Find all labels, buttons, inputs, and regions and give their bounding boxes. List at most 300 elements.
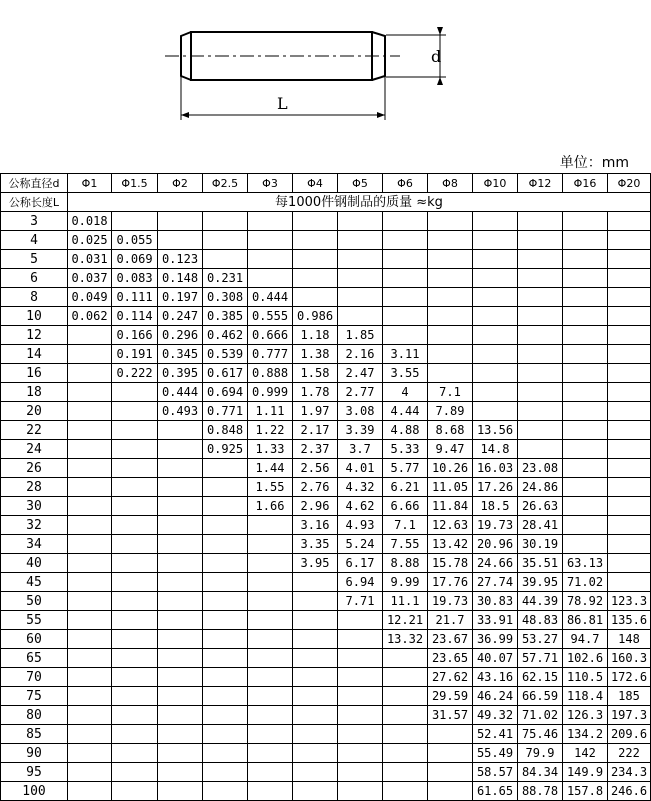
mass-cell [203, 782, 248, 801]
mass-cell [68, 535, 112, 554]
mass-cell: 86.81 [563, 611, 608, 630]
mass-cell: 2.77 [338, 383, 383, 402]
mass-cell: 1.55 [248, 478, 293, 497]
mass-cell [338, 687, 383, 706]
mass-cell: 9.99 [383, 573, 428, 592]
mass-cell [158, 440, 203, 459]
mass-cell [338, 782, 383, 801]
mass-cell: 39.95 [518, 573, 563, 592]
mass-cell [473, 212, 518, 231]
mass-cell [383, 744, 428, 763]
mass-cell: 157.8 [563, 782, 608, 801]
mass-cell: 29.59 [428, 687, 473, 706]
mass-cell [608, 383, 651, 402]
mass-cell: 0.694 [203, 383, 248, 402]
mass-cell [112, 516, 158, 535]
mass-cell: 33.91 [473, 611, 518, 630]
mass-cell: 2.76 [293, 478, 338, 497]
mass-cell: 2.16 [338, 345, 383, 364]
corner-length-label: 公称长度L [1, 193, 68, 212]
mass-cell [338, 649, 383, 668]
dimension-label-d: d [431, 47, 442, 66]
mass-cell [112, 383, 158, 402]
length-cell: 34 [1, 535, 68, 554]
mass-cell [383, 288, 428, 307]
mass-cell [158, 706, 203, 725]
mass-cell: 0.539 [203, 345, 248, 364]
mass-cell: 0.025 [68, 231, 112, 250]
mass-cell [293, 649, 338, 668]
mass-cell [563, 364, 608, 383]
mass-cell [248, 212, 293, 231]
mass-cell [338, 250, 383, 269]
mass-cell: 9.47 [428, 440, 473, 459]
mass-cell [428, 345, 473, 364]
mass-cell [608, 269, 651, 288]
mass-cell [248, 744, 293, 763]
mass-cell [112, 402, 158, 421]
mass-cell: 135.6 [608, 611, 651, 630]
mass-cell: 0.114 [112, 307, 158, 326]
mass-cell: 1.66 [248, 497, 293, 516]
table-row [1, 573, 651, 592]
mass-cell: 6.94 [338, 573, 383, 592]
mass-cell [608, 573, 651, 592]
mass-cell: 0.444 [158, 383, 203, 402]
mass-cell: 0.777 [248, 345, 293, 364]
mass-cell [563, 459, 608, 478]
mass-cell: 0.925 [203, 440, 248, 459]
mass-cell: 3.16 [293, 516, 338, 535]
mass-cell: 1.58 [293, 364, 338, 383]
mass-cell: 66.59 [518, 687, 563, 706]
length-cell: 32 [1, 516, 68, 535]
table-row [1, 687, 651, 706]
mass-cell [203, 668, 248, 687]
mass-cell [158, 231, 203, 250]
mass-cell [68, 326, 112, 345]
mass-cell [158, 592, 203, 611]
mass-cell [203, 687, 248, 706]
mass-cell: 0.197 [158, 288, 203, 307]
mass-cell [473, 269, 518, 288]
mass-cell: 11.05 [428, 478, 473, 497]
mass-cell: 57.71 [518, 649, 563, 668]
mass-cell [203, 459, 248, 478]
mass-cell [383, 250, 428, 269]
header-row [1, 174, 651, 193]
mass-cell [112, 421, 158, 440]
mass-cell [68, 383, 112, 402]
table-row [1, 250, 651, 269]
mass-cell: 4.44 [383, 402, 428, 421]
mass-cell: 0.617 [203, 364, 248, 383]
mass-cell [428, 212, 473, 231]
length-cell: 85 [1, 725, 68, 744]
mass-cell [338, 630, 383, 649]
mass-cell [68, 744, 112, 763]
diameter-header: Φ4 [293, 174, 338, 193]
mass-cell [383, 668, 428, 687]
mass-cell: 13.56 [473, 421, 518, 440]
mass-cell: 48.83 [518, 611, 563, 630]
mass-cell [563, 535, 608, 554]
mass-cell: 0.666 [248, 326, 293, 345]
mass-cell [203, 231, 248, 250]
mass-cell: 0.222 [112, 364, 158, 383]
mass-cell [158, 478, 203, 497]
mass-cell [518, 250, 563, 269]
diameter-header: Φ8 [428, 174, 473, 193]
subheader-row [1, 193, 651, 212]
mass-cell [383, 212, 428, 231]
diameter-header: Φ20 [608, 174, 651, 193]
table-row [1, 554, 651, 573]
mass-cell [338, 744, 383, 763]
mass-cell [68, 516, 112, 535]
mass-cell: 27.62 [428, 668, 473, 687]
mass-cell [608, 402, 651, 421]
mass-cell [68, 725, 112, 744]
mass-cell: 4.62 [338, 497, 383, 516]
mass-cell [248, 763, 293, 782]
mass-cell [473, 288, 518, 307]
mass-cell [293, 763, 338, 782]
mass-cell [338, 611, 383, 630]
mass-cell [563, 250, 608, 269]
mass-cell [112, 497, 158, 516]
mass-cell: 44.39 [518, 592, 563, 611]
mass-cell: 1.11 [248, 402, 293, 421]
mass-cell [68, 763, 112, 782]
mass-cell: 0.191 [112, 345, 158, 364]
mass-cell: 0.247 [158, 307, 203, 326]
mass-cell [518, 326, 563, 345]
length-cell: 20 [1, 402, 68, 421]
mass-cell [112, 668, 158, 687]
mass-cell [608, 231, 651, 250]
mass-cell [383, 231, 428, 250]
mass-cell [338, 307, 383, 326]
mass-cell [112, 744, 158, 763]
mass-cell: 94.7 [563, 630, 608, 649]
length-cell: 16 [1, 364, 68, 383]
mass-cell [293, 668, 338, 687]
mass-cell: 1.44 [248, 459, 293, 478]
corner-diameter-label: 公称直径d [1, 174, 68, 193]
mass-cell: 7.1 [383, 516, 428, 535]
mass-cell [293, 212, 338, 231]
mass-cell: 126.3 [563, 706, 608, 725]
mass-cell: 12.21 [383, 611, 428, 630]
mass-cell [112, 782, 158, 801]
length-cell: 12 [1, 326, 68, 345]
mass-cell [338, 668, 383, 687]
mass-cell: 10.26 [428, 459, 473, 478]
mass-cell: 55.49 [473, 744, 518, 763]
mass-cell: 0.462 [203, 326, 248, 345]
mass-cell [112, 687, 158, 706]
mass-cell: 30.83 [473, 592, 518, 611]
mass-cell: 0.069 [112, 250, 158, 269]
mass-cell [203, 573, 248, 592]
mass-cell [383, 307, 428, 326]
table-row [1, 611, 651, 630]
mass-cell: 28.41 [518, 516, 563, 535]
mass-cell: 0.231 [203, 269, 248, 288]
mass-cell [563, 440, 608, 459]
mass-cell [248, 687, 293, 706]
mass-cell [68, 630, 112, 649]
mass-cell: 7.1 [428, 383, 473, 402]
mass-cell [248, 649, 293, 668]
mass-cell [428, 763, 473, 782]
length-cell: 50 [1, 592, 68, 611]
mass-cell [248, 231, 293, 250]
length-cell: 75 [1, 687, 68, 706]
length-cell: 60 [1, 630, 68, 649]
mass-cell [248, 516, 293, 535]
mass-cell [608, 554, 651, 573]
diameter-header: Φ2.5 [203, 174, 248, 193]
mass-cell [293, 288, 338, 307]
length-cell: 3 [1, 212, 68, 231]
mass-cell [68, 649, 112, 668]
mass-cell: 5.24 [338, 535, 383, 554]
mass-cell [428, 364, 473, 383]
mass-cell [608, 440, 651, 459]
mass-cell [68, 345, 112, 364]
mass-cell [338, 269, 383, 288]
table-row [1, 269, 651, 288]
mass-cell [203, 535, 248, 554]
mass-cell [248, 554, 293, 573]
mass-cell: 6.66 [383, 497, 428, 516]
mass-cell [68, 687, 112, 706]
mass-cell: 17.26 [473, 478, 518, 497]
mass-cell [608, 497, 651, 516]
mass-cell [383, 763, 428, 782]
mass-cell [293, 706, 338, 725]
mass-cell: 1.38 [293, 345, 338, 364]
mass-cell: 4.93 [338, 516, 383, 535]
mass-cell: 16.03 [473, 459, 518, 478]
mass-cell: 0.062 [68, 307, 112, 326]
mass-cell: 2.17 [293, 421, 338, 440]
diameter-header: Φ10 [473, 174, 518, 193]
mass-cell: 185 [608, 687, 651, 706]
mass-cell [563, 497, 608, 516]
mass-cell: 149.9 [563, 763, 608, 782]
table-row [1, 649, 651, 668]
mass-cell: 234.3 [608, 763, 651, 782]
mass-cell [428, 782, 473, 801]
mass-cell: 6.17 [338, 554, 383, 573]
mass-cell: 197.3 [608, 706, 651, 725]
table-row [1, 307, 651, 326]
length-cell: 80 [1, 706, 68, 725]
length-cell: 30 [1, 497, 68, 516]
table-row [1, 288, 651, 307]
mass-cell [338, 725, 383, 744]
mass-cell [158, 687, 203, 706]
mass-cell [68, 402, 112, 421]
length-cell: 10 [1, 307, 68, 326]
diameter-header: Φ2 [158, 174, 203, 193]
table-row [1, 212, 651, 231]
mass-cell [68, 364, 112, 383]
mass-cell: 3.39 [338, 421, 383, 440]
mass-cell [428, 326, 473, 345]
mass-cell [158, 763, 203, 782]
length-cell: 22 [1, 421, 68, 440]
mass-cell [68, 459, 112, 478]
mass-cell: 78.92 [563, 592, 608, 611]
mass-cell [203, 497, 248, 516]
mass-cell: 7.55 [383, 535, 428, 554]
mass-cell: 49.32 [473, 706, 518, 725]
mass-cell [608, 288, 651, 307]
mass-cell: 3.35 [293, 535, 338, 554]
mass-cell [383, 725, 428, 744]
mass-cell [518, 269, 563, 288]
mass-cell [608, 250, 651, 269]
mass-cell [68, 421, 112, 440]
mass-cell [248, 706, 293, 725]
table-row [1, 782, 651, 801]
mass-cell [608, 535, 651, 554]
diameter-header: Φ12 [518, 174, 563, 193]
mass-cell [158, 725, 203, 744]
mass-cell [203, 212, 248, 231]
mass-cell [112, 763, 158, 782]
mass-cell: 0.848 [203, 421, 248, 440]
mass-cell [338, 212, 383, 231]
mass-cell [68, 592, 112, 611]
length-cell: 24 [1, 440, 68, 459]
mass-cell [112, 611, 158, 630]
mass-cell [383, 706, 428, 725]
mass-cell [473, 326, 518, 345]
mass-cell [428, 250, 473, 269]
mass-cell [473, 383, 518, 402]
mass-cell: 71.02 [563, 573, 608, 592]
mass-cell: 0.999 [248, 383, 293, 402]
length-cell: 8 [1, 288, 68, 307]
mass-cell: 53.27 [518, 630, 563, 649]
mass-cell [518, 364, 563, 383]
table-row [1, 345, 651, 364]
mass-cell [158, 516, 203, 535]
mass-cell: 0.296 [158, 326, 203, 345]
mass-cell [563, 231, 608, 250]
mass-cell [383, 782, 428, 801]
mass-cell [68, 706, 112, 725]
mass-cell: 148 [608, 630, 651, 649]
mass-cell [112, 649, 158, 668]
mass-cell: 21.7 [428, 611, 473, 630]
mass-cell [68, 668, 112, 687]
mass-cell: 61.65 [473, 782, 518, 801]
mass-cell: 36.99 [473, 630, 518, 649]
mass-cell [158, 421, 203, 440]
mass-cell [293, 231, 338, 250]
table-row [1, 668, 651, 687]
mass-cell: 209.6 [608, 725, 651, 744]
mass-cell: 0.037 [68, 269, 112, 288]
mass-table [0, 173, 651, 801]
mass-cell [338, 763, 383, 782]
mass-cell [112, 535, 158, 554]
mass-cell: 110.5 [563, 668, 608, 687]
diameter-header: Φ5 [338, 174, 383, 193]
mass-cell [158, 630, 203, 649]
mass-cell [158, 782, 203, 801]
mass-cell: 2.37 [293, 440, 338, 459]
length-cell: 40 [1, 554, 68, 573]
length-cell: 70 [1, 668, 68, 687]
mass-cell [608, 459, 651, 478]
mass-cell [563, 383, 608, 402]
mass-cell: 40.07 [473, 649, 518, 668]
table-row [1, 763, 651, 782]
mass-cell [293, 250, 338, 269]
mass-cell [293, 725, 338, 744]
mass-cell: 18.5 [473, 497, 518, 516]
mass-cell [518, 288, 563, 307]
length-cell: 4 [1, 231, 68, 250]
diameter-header: Φ6 [383, 174, 428, 193]
mass-cell: 246.6 [608, 782, 651, 801]
mass-cell: 0.385 [203, 307, 248, 326]
mass-cell [203, 763, 248, 782]
mass-cell [68, 554, 112, 573]
mass-cell [112, 440, 158, 459]
mass-cell [248, 725, 293, 744]
unit-label: 单位：mm [559, 155, 629, 171]
mass-cell [383, 269, 428, 288]
mass-cell: 0.111 [112, 288, 158, 307]
mass-cell: 3.55 [383, 364, 428, 383]
mass-cell: 20.96 [473, 535, 518, 554]
mass-cell [563, 516, 608, 535]
mass-cell: 24.66 [473, 554, 518, 573]
mass-cell [112, 592, 158, 611]
mass-cell [112, 478, 158, 497]
mass-cell: 134.2 [563, 725, 608, 744]
mass-cell: 13.42 [428, 535, 473, 554]
mass-cell: 8.88 [383, 554, 428, 573]
mass-cell [293, 782, 338, 801]
mass-cell: 8.68 [428, 421, 473, 440]
mass-cell: 0.395 [158, 364, 203, 383]
mass-cell: 23.08 [518, 459, 563, 478]
mass-cell: 12.63 [428, 516, 473, 535]
mass-cell: 1.18 [293, 326, 338, 345]
length-cell: 5 [1, 250, 68, 269]
diameter-header: Φ1.5 [112, 174, 158, 193]
mass-cell [68, 782, 112, 801]
mass-cell [112, 212, 158, 231]
mass-cell [293, 744, 338, 763]
mass-cell: 13.32 [383, 630, 428, 649]
mass-cell: 5.33 [383, 440, 428, 459]
mass-cell [608, 421, 651, 440]
mass-cell [518, 440, 563, 459]
mass-cell: 1.33 [248, 440, 293, 459]
mass-cell: 79.9 [518, 744, 563, 763]
table-row [1, 478, 651, 497]
